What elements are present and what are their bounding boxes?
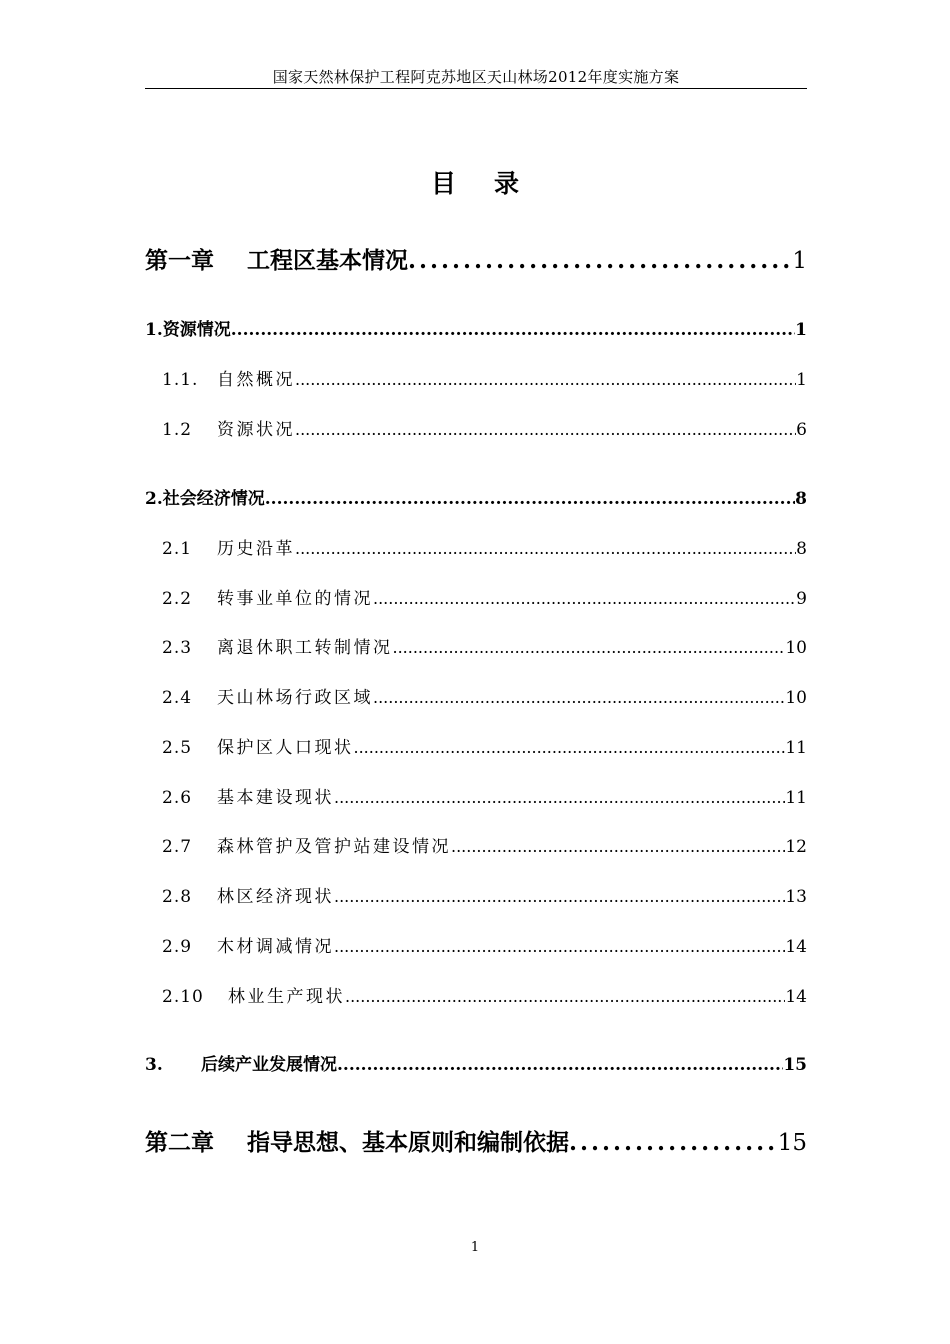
sub-title: 历史沿革 [217, 539, 295, 559]
page-ref: 11 [785, 788, 807, 808]
section-number: 1. [145, 320, 163, 340]
dot-leader [334, 937, 785, 956]
page-ref: 6 [796, 420, 807, 440]
section-title: 后续产业发展情况 [201, 1055, 337, 1075]
sub-number: 2.4 [162, 688, 193, 708]
dot-leader [295, 420, 796, 439]
dot-leader [451, 837, 785, 856]
running-header: 国家天然林保护工程阿克苏地区天山林场2012年度实施方案 [272, 68, 680, 86]
toc-sub-2-3[interactable] [162, 633, 807, 658]
sub-title: 离退休职工转制情况 [217, 638, 393, 658]
page-ref: 10 [785, 688, 807, 708]
page-ref: 15 [783, 1055, 807, 1075]
sub-title: 转事业单位的情况 [217, 589, 373, 609]
dot-leader [295, 539, 796, 558]
sub-title: 基本建设现状 [217, 788, 334, 808]
sub-title: 天山林场行政区域 [217, 688, 373, 708]
dot-leader [295, 370, 796, 389]
dot-leader [393, 638, 786, 657]
sub-number: 2.5 [162, 738, 193, 758]
chapter-title: 指导思想、基本原则和编制依据 [247, 1129, 569, 1156]
dot-leader [337, 1055, 783, 1075]
page-ref: 8 [796, 539, 807, 559]
page-number: 1 [470, 1240, 480, 1255]
sub-number: 1.1. [162, 370, 199, 390]
page-ref: 11 [785, 738, 807, 758]
toc-section-1[interactable] [145, 315, 807, 340]
sub-number: 2.8 [162, 887, 193, 907]
dot-leader [345, 987, 785, 1006]
toc-sub-1-1[interactable] [162, 365, 807, 390]
dot-leader [265, 489, 795, 509]
toc-sub-2-10[interactable] [162, 982, 807, 1007]
toc-chapter-1[interactable] [145, 242, 807, 275]
dot-leader [334, 788, 785, 807]
dot-leader [569, 1129, 776, 1156]
page-ref: 1 [792, 248, 807, 274]
section-title: 社会经济情况 [162, 489, 265, 509]
page-ref: 14 [785, 937, 807, 957]
dot-leader [354, 738, 786, 757]
section-title: 资源情况 [162, 320, 231, 340]
toc-title: 目录 [430, 169, 557, 198]
toc-sub-1-2[interactable] [162, 415, 807, 440]
sub-number: 2.9 [162, 937, 193, 957]
dot-leader [373, 589, 796, 608]
sub-number: 2.2 [162, 589, 193, 609]
sub-number: 2.10 [162, 987, 204, 1007]
page-ref: 10 [785, 638, 807, 658]
toc-sub-2-7[interactable] [162, 832, 807, 857]
toc-chapter-2[interactable] [145, 1124, 807, 1157]
chapter-number: 第一章 [145, 247, 214, 274]
dot-leader [334, 887, 785, 906]
sub-title: 保护区人口现状 [217, 738, 354, 758]
chapter-title: 工程区基本情况 [247, 247, 408, 274]
toc-sub-2-9[interactable] [162, 932, 807, 957]
section-number: 3. [145, 1055, 163, 1075]
sub-title: 资源状况 [217, 420, 295, 440]
sub-number: 2.1 [162, 539, 193, 559]
sub-title: 森林管护及管护站建设情况 [217, 837, 451, 857]
dot-leader [373, 688, 785, 707]
page-ref: 12 [785, 837, 807, 857]
toc-sub-2-2[interactable] [162, 584, 807, 609]
page-ref: 15 [777, 1130, 807, 1156]
sub-number: 2.6 [162, 788, 193, 808]
dot-leader [231, 320, 795, 340]
page-ref: 9 [796, 589, 807, 609]
chapter-number: 第二章 [145, 1129, 214, 1156]
sub-title: 木材调减情况 [217, 937, 334, 957]
dot-leader [408, 247, 790, 274]
toc-sub-2-1[interactable] [162, 534, 807, 559]
toc-sub-2-8[interactable] [162, 882, 807, 907]
toc-section-2[interactable] [145, 484, 807, 509]
toc-sub-2-6[interactable] [162, 783, 807, 808]
page-ref: 8 [795, 489, 807, 509]
toc-sub-2-4[interactable] [162, 683, 807, 708]
page-ref: 1 [796, 370, 807, 390]
sub-number: 2.7 [162, 837, 193, 857]
sub-title: 林业生产现状 [228, 987, 345, 1007]
page-ref: 1 [795, 320, 807, 340]
toc-section-3[interactable] [145, 1050, 807, 1075]
sub-title: 林区经济现状 [217, 887, 334, 907]
page-ref: 13 [785, 887, 807, 907]
sub-number: 1.2 [162, 420, 193, 440]
toc-sub-2-5[interactable] [162, 733, 807, 758]
sub-number: 2.3 [162, 638, 193, 658]
header-rule [145, 88, 807, 89]
section-number: 2. [145, 489, 163, 509]
sub-title: 自然概况 [217, 370, 295, 390]
page-ref: 14 [785, 987, 807, 1007]
